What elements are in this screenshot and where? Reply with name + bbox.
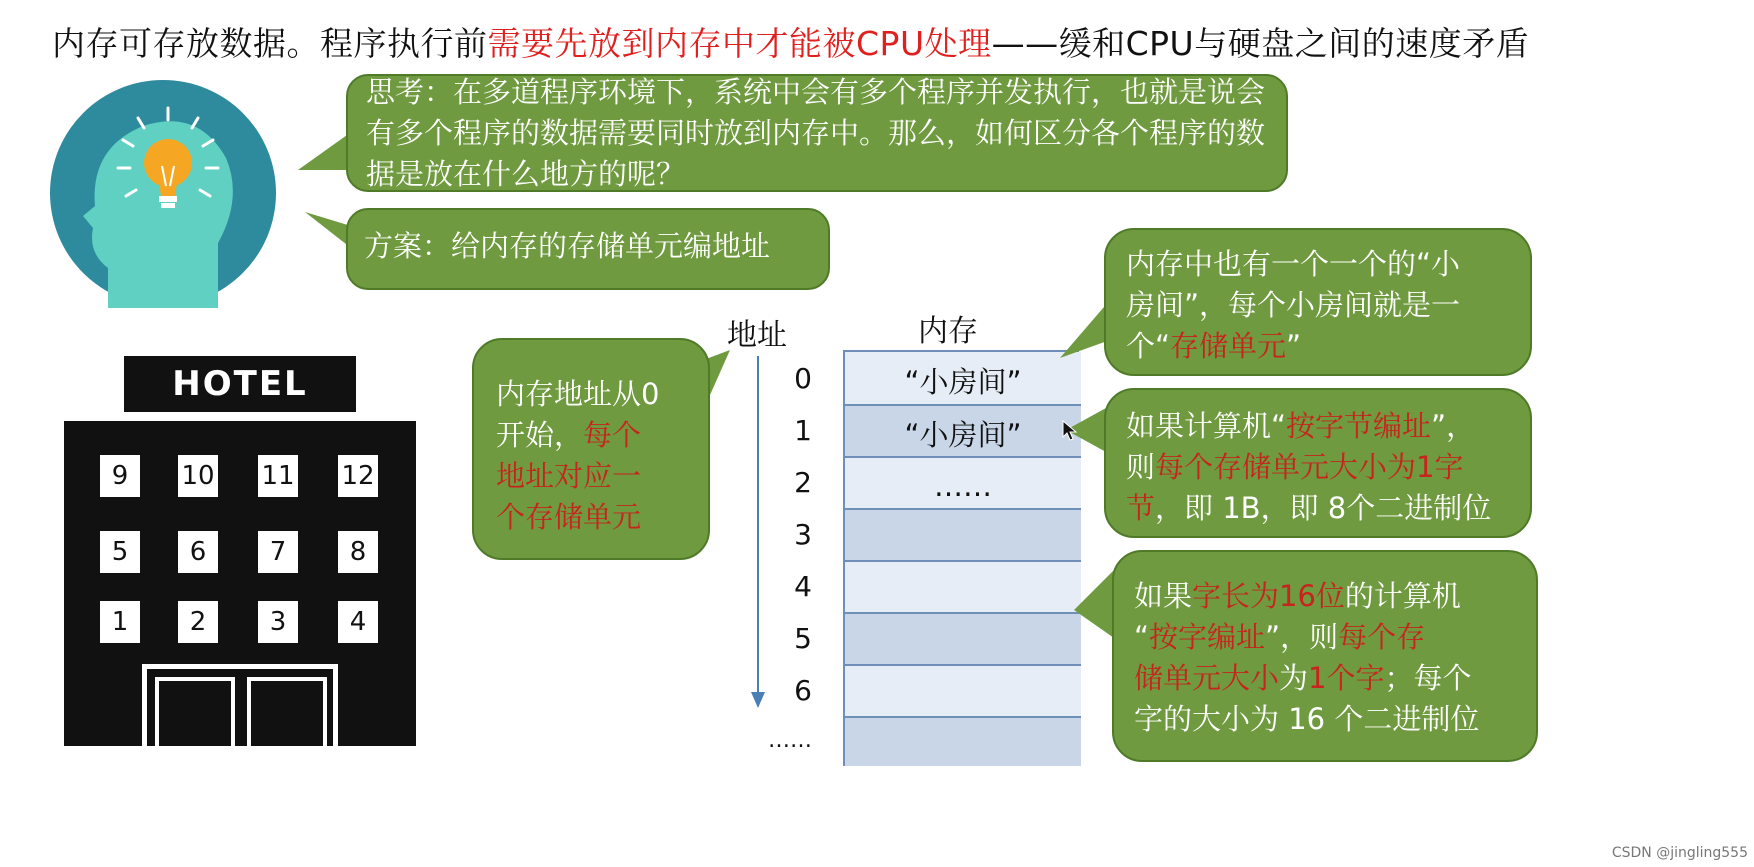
addr-callout-highlight-line: 地址对应一 xyxy=(496,459,642,493)
hotel-sign-text: HOTEL xyxy=(172,364,308,404)
head-lightbulb-icon xyxy=(48,78,278,308)
hotel-room: 2 xyxy=(178,601,218,643)
hotel-room: 7 xyxy=(258,531,298,573)
thinking-head-illustration xyxy=(48,78,278,308)
title-text-end: ——缓和CPU与硬盘之间的速度矛盾 xyxy=(991,24,1530,63)
word-callout-text xyxy=(1134,576,1479,740)
word-callout-line xyxy=(1134,576,1479,617)
hotel-room: 12 xyxy=(338,455,378,497)
room-callout-highlight: 存储单元 xyxy=(1170,329,1287,363)
memory-cell xyxy=(845,612,1081,669)
memory-cell xyxy=(845,716,1081,766)
word-callout-line xyxy=(1134,658,1479,699)
hotel-room: 9 xyxy=(100,455,140,497)
hotel-room: 6 xyxy=(178,531,218,573)
think-bubble xyxy=(346,74,1288,192)
hotel-door-right xyxy=(247,677,327,747)
byte-callout-text xyxy=(1126,406,1491,529)
title-highlight: 需要先放到内存中才能被CPU处理 xyxy=(487,24,992,63)
room-callout-text xyxy=(1126,244,1460,367)
memory-block xyxy=(843,350,1079,766)
byte-callout-span: ，即 1B，即 8个二进制位 xyxy=(1155,491,1492,525)
byte-callout-span: 如果计算机“ xyxy=(1126,409,1287,443)
word-callout-line xyxy=(1134,617,1479,658)
room-callout-line xyxy=(1126,326,1460,367)
hotel-door-left xyxy=(155,677,235,747)
word-callout-span: ”，则 xyxy=(1265,620,1339,654)
hotel-room: 10 xyxy=(178,455,218,497)
address-number: 6 xyxy=(794,674,812,707)
room-callout-span: ” xyxy=(1286,329,1302,363)
hotel-room: 5 xyxy=(100,531,140,573)
page-title xyxy=(52,18,1529,65)
plan-bubble-text: 方案：给内存的存储单元编地址 xyxy=(364,229,771,263)
room-callout-line: 房间”，每个小房间就是一 xyxy=(1126,288,1461,322)
word-callout-highlight: 1个字 xyxy=(1308,661,1385,695)
think-bubble-text: 思考：在多道程序环境下，系统中会有多个程序并发执行，也就是说会有多个程序的数据需要同时放到内存中。那么，如何区分各个程序的数据是放在什么地方的呢？ xyxy=(366,75,1266,191)
byte-callout-highlight: 每个存储单元大小为 xyxy=(1155,450,1417,484)
room-callout xyxy=(1104,228,1532,376)
address-number: 4 xyxy=(794,570,812,603)
hotel-room: 11 xyxy=(258,455,298,497)
hotel-room: 1 xyxy=(100,601,140,643)
word-callout-span: 的计算机 xyxy=(1344,579,1461,613)
hotel-room: 8 xyxy=(338,531,378,573)
address-number: 1 xyxy=(794,414,812,447)
mouse-cursor-icon xyxy=(1062,420,1078,442)
title-text: 内存可存放数据。程序执行前 xyxy=(52,24,488,63)
byte-callout-highlight: 按字节编址 xyxy=(1286,409,1432,443)
watermark: CSDN @jingling555 xyxy=(1611,845,1748,861)
byte-callout-span: 则 xyxy=(1126,450,1156,484)
word-callout-span: ；每个 xyxy=(1384,661,1472,695)
byte-callout-line xyxy=(1126,447,1491,488)
word-callout-highlight: 每个存 xyxy=(1338,620,1426,654)
address-number: 5 xyxy=(794,622,812,655)
plan-bubble xyxy=(346,208,830,290)
address-number: 0 xyxy=(794,362,812,395)
addr-callout-line xyxy=(496,415,659,456)
word-callout-span: 如果 xyxy=(1134,579,1193,613)
memory-cell: “小房间” xyxy=(845,404,1081,461)
byte-callout-span: ”， xyxy=(1431,409,1476,443)
hotel-room: 3 xyxy=(258,601,298,643)
room-callout-line: 内存中也有一个一个的“小 xyxy=(1126,247,1461,281)
hotel-illustration xyxy=(64,356,416,746)
byte-callout xyxy=(1104,388,1532,538)
byte-callout-line xyxy=(1126,406,1491,447)
address-arrow xyxy=(746,356,770,712)
word-callout xyxy=(1112,550,1538,762)
room-callout-span: 个“ xyxy=(1126,329,1171,363)
word-callout-line: 字的大小为 16 个二进制位 xyxy=(1134,702,1480,736)
hotel-rooms xyxy=(64,421,416,661)
memory-cell xyxy=(845,508,1081,565)
address-label: 地址 xyxy=(727,318,787,353)
address-ellipsis: …… xyxy=(768,728,812,753)
word-callout-span: “ xyxy=(1134,620,1150,654)
word-callout-highlight: 字长为16位 xyxy=(1192,579,1345,613)
byte-callout-line xyxy=(1126,488,1491,529)
address-number: 3 xyxy=(794,518,812,551)
address-number: 2 xyxy=(794,466,812,499)
memory-label: 内存 xyxy=(918,314,978,349)
memory-cell xyxy=(845,664,1081,721)
addr-callout-text xyxy=(496,374,659,538)
memory-cell: …… xyxy=(845,456,1081,513)
addr-callout-line: 内存地址从0 xyxy=(496,377,660,411)
addr-callout xyxy=(472,338,710,560)
hotel-room: 4 xyxy=(338,601,378,643)
byte-callout-highlight: 节 xyxy=(1126,491,1156,525)
memory-cell: “小房间” xyxy=(845,352,1081,409)
hotel-entrance xyxy=(142,664,338,746)
word-callout-highlight: 储单元大小 xyxy=(1134,661,1280,695)
addr-callout-highlight-line: 个存储单元 xyxy=(496,500,642,534)
memory-cell xyxy=(845,560,1081,617)
byte-callout-highlight: 1字 xyxy=(1416,450,1464,484)
word-callout-span: 为 xyxy=(1279,661,1309,695)
addr-callout-highlight: 每个 xyxy=(583,418,642,452)
word-callout-highlight: 按字编址 xyxy=(1149,620,1266,654)
addr-callout-span: 开始， xyxy=(496,418,584,452)
